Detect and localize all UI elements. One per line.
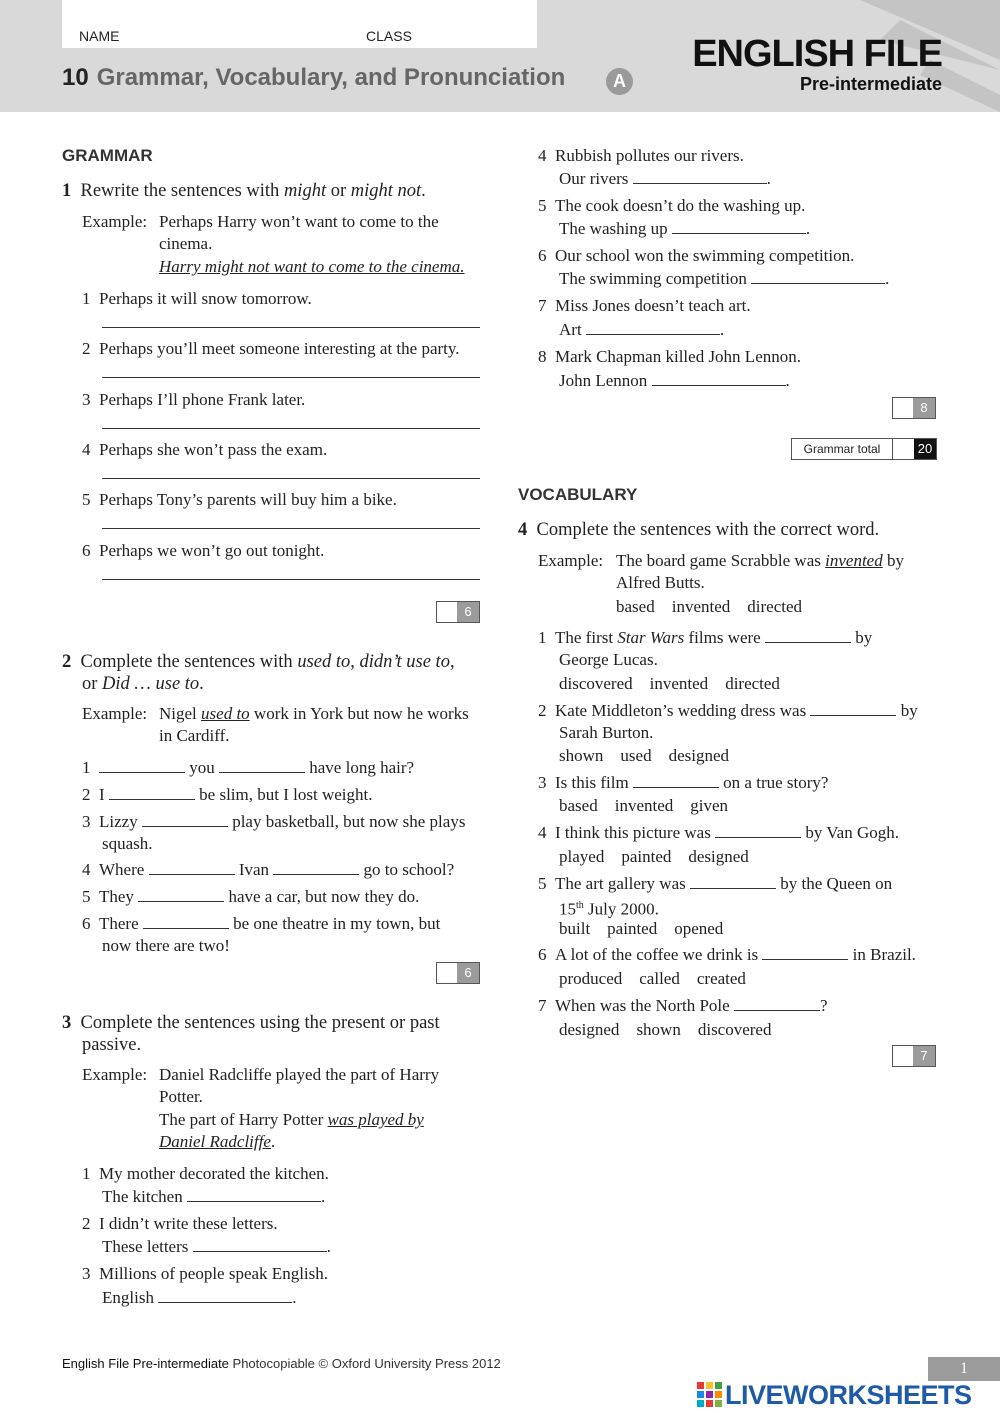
- example-options: based invented directed: [616, 597, 803, 616]
- q2-instruction-cont: or Did … use to.: [82, 674, 204, 694]
- q3-score-box: 8: [892, 397, 936, 419]
- q4-options: built painted opened: [559, 919, 724, 938]
- blank[interactable]: [158, 1288, 292, 1303]
- example-text: Alfred Butts.: [616, 573, 705, 592]
- q3-instruction-cont: passive.: [82, 1035, 142, 1055]
- blank[interactable]: [715, 823, 801, 838]
- footer-copyright: English File Pre-intermediate Photocopiable © Oxford University Press 2012: [62, 1356, 501, 1371]
- q3-item: 6 Our school won the swimming competition.: [538, 246, 855, 265]
- answer-line[interactable]: [102, 478, 480, 479]
- vocabulary-heading: VOCABULARY: [518, 485, 638, 504]
- q1-item: 3 Perhaps I’ll phone Frank later.: [82, 390, 306, 409]
- q4-options: discovered invented directed: [559, 674, 780, 693]
- q4-item: 7 When was the North Pole ?: [538, 996, 828, 1015]
- q3-item: 8 Mark Chapman killed John Lennon.: [538, 347, 801, 366]
- liveworksheets-wordmark: LIVEWORKSHEETS: [725, 1380, 972, 1410]
- blank[interactable]: [734, 996, 820, 1011]
- blank[interactable]: [187, 1187, 321, 1202]
- q3-item-answer: The swimming competition .: [559, 269, 890, 288]
- blank[interactable]: [142, 812, 228, 827]
- example-label: Example:: [538, 551, 604, 570]
- q2-item: 1 you have long hair?: [82, 758, 415, 777]
- brand-level: Pre-intermediate: [799, 74, 942, 94]
- blank[interactable]: [765, 628, 851, 643]
- example-text: Potter.: [159, 1087, 203, 1106]
- q4-options: designed shown discovered: [559, 1020, 772, 1039]
- q4-item: 4 I think this picture was by Van Gogh.: [538, 823, 899, 842]
- q4-item-cont: George Lucas.: [559, 650, 658, 669]
- example-text: The part of Harry Potter was played by: [159, 1110, 424, 1129]
- q3-item-answer: English .: [102, 1288, 297, 1307]
- q3-item: 3 Millions of people speak English.: [82, 1264, 329, 1283]
- example-text: in Cardiff.: [159, 726, 230, 745]
- page-header: [0, 0, 1000, 112]
- answer-line[interactable]: [102, 579, 480, 580]
- example-text: Perhaps Harry won’t want to come to the: [159, 212, 439, 231]
- blank[interactable]: [586, 320, 720, 335]
- unit-number: 10: [62, 64, 89, 91]
- example-text: Daniel Radcliffe played the part of Harry: [159, 1065, 440, 1084]
- q3-instruction: 3 Complete the sentences using the present or past: [62, 1013, 440, 1033]
- q2-item: 3 Lizzy play basketball, but now she plays: [82, 812, 466, 831]
- q3-item: 2 I didn’t write these letters.: [82, 1214, 278, 1233]
- brand-title: ENGLISH FILE: [692, 33, 942, 75]
- version-badge: A: [606, 68, 633, 95]
- q4-item: 1 The first Star Wars films were by: [538, 628, 873, 647]
- brand-logo: [692, 34, 942, 94]
- blank[interactable]: [109, 785, 195, 800]
- q3-item: 7 Miss Jones doesn’t teach art.: [538, 296, 751, 315]
- q4-options: based invented given: [559, 796, 729, 815]
- example-text: The board game Scrabble was invented by: [616, 551, 904, 570]
- name-class-box: [62, 0, 537, 48]
- answer-line[interactable]: [102, 528, 480, 529]
- q4-item: 5 The art gallery was by the Queen on: [538, 874, 893, 893]
- q2-item: 6 There be one theatre in my town, but: [82, 914, 441, 933]
- blank[interactable]: [219, 758, 305, 773]
- blank[interactable]: [138, 887, 224, 902]
- q3-item-answer: These letters .: [102, 1237, 331, 1256]
- blank[interactable]: [751, 269, 885, 284]
- q3-item: 5 The cook doesn’t do the washing up.: [538, 196, 806, 215]
- q2-score-box: 6: [436, 962, 480, 984]
- q1-item: 4 Perhaps she won’t pass the exam.: [82, 440, 328, 459]
- q4-options: produced called created: [559, 969, 746, 988]
- q2-item: 5 They have a car, but now they do.: [82, 887, 420, 906]
- q2-item: 4 Where Ivan go to school?: [82, 860, 455, 879]
- blank[interactable]: [672, 219, 806, 234]
- q2-item: 2 I be slim, but I lost weight.: [82, 785, 373, 804]
- q4-item-cont: Sarah Burton.: [559, 723, 654, 742]
- q3-item-answer: The kitchen .: [102, 1187, 326, 1206]
- q1-item: 1 Perhaps it will snow tomorrow.: [82, 289, 312, 308]
- q4-item: 2 Kate Middleton’s wedding dress was by: [538, 701, 918, 720]
- page-number: 1: [928, 1357, 1000, 1381]
- q4-score-box: 7: [892, 1045, 936, 1067]
- class-label: CLASS: [366, 28, 412, 44]
- q3-item-answer: The washing up .: [559, 219, 811, 238]
- grammar-total-value: 20: [914, 439, 936, 459]
- q1-item: 6 Perhaps we won’t go out tonight.: [82, 541, 325, 560]
- q1-instruction: 1 Rewrite the sentences with might or might not.: [62, 181, 426, 201]
- q3-item-answer: Our rivers .: [559, 169, 771, 188]
- blank[interactable]: [99, 758, 185, 773]
- example-label: Example:: [82, 212, 148, 231]
- q3-item-answer: John Lennon .: [559, 371, 790, 390]
- blank[interactable]: [810, 701, 896, 716]
- liveworksheets-icon: [697, 1382, 723, 1412]
- grammar-total-box: [791, 438, 937, 460]
- q4-options: played painted designed: [559, 847, 749, 866]
- q4-item: 6 A lot of the coffee we drink is in Brazil.: [538, 945, 916, 964]
- answer-line[interactable]: [102, 327, 480, 328]
- unit-heading: [62, 64, 565, 92]
- blank[interactable]: [762, 945, 848, 960]
- blank[interactable]: [149, 860, 235, 875]
- blank[interactable]: [690, 874, 776, 889]
- example-text: Nigel used to work in York but now he works: [159, 704, 469, 723]
- example-label: Example:: [82, 704, 148, 723]
- unit-title: Grammar, Vocabulary, and Pronunciation: [96, 64, 566, 91]
- q3-item: 1 My mother decorated the kitchen.: [82, 1164, 329, 1183]
- q2-item-cont: squash.: [102, 834, 153, 853]
- q4-item-cont: 15th July 2000.: [559, 899, 659, 919]
- grammar-heading: GRAMMAR: [62, 146, 153, 165]
- blank[interactable]: [652, 371, 786, 386]
- name-label: NAME: [79, 28, 120, 44]
- grammar-total-label: Grammar total: [792, 439, 893, 459]
- q4-options: shown used designed: [559, 746, 730, 765]
- example-label: Example:: [82, 1065, 148, 1084]
- q4-item: 3 Is this film on a true story?: [538, 773, 829, 792]
- example-answer: Harry might not want to come to the cinema.: [159, 257, 465, 276]
- q3-item-answer: Art .: [559, 320, 725, 339]
- q1-item: 5 Perhaps Tony’s parents will buy him a bike.: [82, 490, 397, 509]
- liveworksheets-logo[interactable]: [697, 1379, 1000, 1413]
- example-text: Daniel Radcliffe.: [159, 1132, 276, 1151]
- blank[interactable]: [143, 914, 229, 929]
- q2-item-cont: now there are two!: [102, 936, 230, 955]
- q3-item: 4 Rubbish pollutes our rivers.: [538, 146, 744, 165]
- example-text: cinema.: [159, 234, 213, 253]
- blank[interactable]: [633, 773, 719, 788]
- blank[interactable]: [193, 1237, 327, 1252]
- answer-line[interactable]: [102, 428, 480, 429]
- blank[interactable]: [273, 860, 359, 875]
- blank[interactable]: [633, 169, 767, 184]
- answer-line[interactable]: [102, 377, 480, 378]
- q2-instruction: 2 Complete the sentences with used to, didn’t use to,: [62, 652, 455, 672]
- q1-item: 2 Perhaps you’ll meet someone interesting at the party.: [82, 339, 460, 358]
- q4-instruction: 4 Complete the sentences with the correct word.: [518, 520, 880, 540]
- q1-score-box: 6: [436, 601, 480, 623]
